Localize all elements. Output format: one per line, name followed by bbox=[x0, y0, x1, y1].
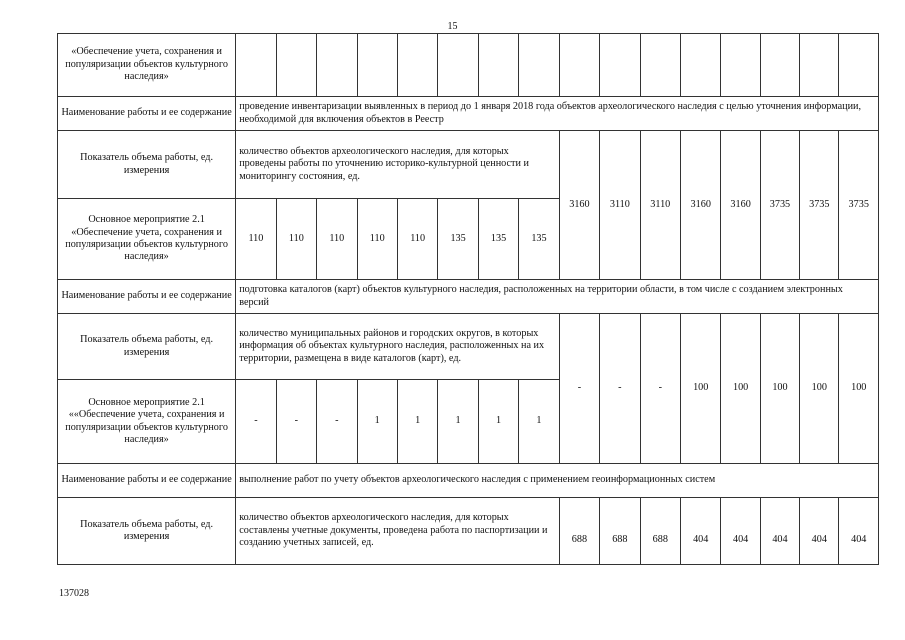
empty-cell bbox=[276, 34, 316, 97]
work-name-text: выполнение работ по учету объектов археологического наследия с применением геоинформационных систем bbox=[236, 464, 879, 498]
value-cell: 100 bbox=[760, 314, 799, 464]
value-cell: 688 bbox=[640, 498, 680, 565]
empty-cell bbox=[760, 34, 799, 97]
value-cell: 3160 bbox=[559, 131, 599, 280]
empty-cell bbox=[397, 34, 437, 97]
work-name-row bbox=[58, 464, 879, 498]
indicator-text: количество муниципальных районов и городских округов, в которых информация об объектах культурного наследия, расположенных на их территории, размещена в виде каталогов (карт), ед. bbox=[236, 314, 560, 380]
indicator-row bbox=[58, 131, 879, 199]
indicator-text: количество объектов археологического наследия, для которых составлены учетные документы, проведена работа по паспортизации и созданию учетных записей, ед. bbox=[236, 498, 560, 565]
measure-value-cell: 110 bbox=[276, 199, 316, 280]
value-cell: 404 bbox=[839, 498, 879, 565]
measure-value-cell: 110 bbox=[236, 199, 276, 280]
measure-value-cell: - bbox=[317, 380, 357, 464]
work-name-label: Наименование работы и ее содержание bbox=[58, 464, 236, 498]
measure-value-cell: - bbox=[236, 380, 276, 464]
value-cell: - bbox=[600, 314, 640, 464]
measure-name-cell: «Обеспечение учета, сохранения и популяризации объектов культурного наследия» bbox=[58, 34, 236, 97]
measure-value-cell: 110 bbox=[317, 199, 357, 280]
measure-value-cell: 135 bbox=[438, 199, 478, 280]
indicator-text: количество объектов археологического наследия, для которых проведены работы по уточнению историко-культурной ценности и мониторингу состояния, ед. bbox=[236, 131, 560, 199]
empty-cell bbox=[519, 34, 559, 97]
value-cell: 100 bbox=[681, 314, 721, 464]
empty-cell bbox=[800, 34, 839, 97]
indicator-label: Показатель объема работы, ед. измерения bbox=[58, 131, 236, 199]
measure-name-cell: Основное мероприятие 2.1 ««Обеспечение учета, сохранения и популяризации объектов культурного наследия» bbox=[58, 380, 236, 464]
empty-cell bbox=[559, 34, 599, 97]
measure-value-cell: - bbox=[276, 380, 316, 464]
measure-value-cell: 110 bbox=[357, 199, 397, 280]
measure-value-cell: 135 bbox=[478, 199, 518, 280]
work-name-label: Наименование работы и ее содержание bbox=[58, 280, 236, 314]
measure-value-cell: 135 bbox=[519, 199, 559, 280]
indicator-row bbox=[58, 498, 879, 565]
empty-cell bbox=[721, 34, 760, 97]
document-id: 137028 bbox=[59, 588, 89, 599]
measure-value-cell: 110 bbox=[397, 199, 437, 280]
value-cell: 3160 bbox=[721, 131, 760, 280]
empty-cell bbox=[357, 34, 397, 97]
value-cell: 404 bbox=[800, 498, 839, 565]
indicator-row bbox=[58, 314, 879, 380]
measure-name-cell: Основное мероприятие 2.1 «Обеспечение учета, сохранения и популяризации объектов культурного наследия» bbox=[58, 199, 236, 280]
measure-value-cell: 1 bbox=[397, 380, 437, 464]
value-cell: 3735 bbox=[760, 131, 799, 280]
work-name-label: Наименование работы и ее содержание bbox=[58, 97, 236, 131]
value-cell: 3735 bbox=[800, 131, 839, 280]
value-cell: 688 bbox=[559, 498, 599, 565]
empty-cell bbox=[681, 34, 721, 97]
value-cell: - bbox=[640, 314, 680, 464]
work-volume-table bbox=[57, 33, 879, 565]
empty-cell bbox=[600, 34, 640, 97]
empty-cell bbox=[640, 34, 680, 97]
measure-value-cell: 1 bbox=[519, 380, 559, 464]
value-cell: 100 bbox=[721, 314, 760, 464]
value-cell: 3110 bbox=[600, 131, 640, 280]
value-cell: 404 bbox=[681, 498, 721, 565]
value-cell: 100 bbox=[839, 314, 879, 464]
value-cell: 100 bbox=[800, 314, 839, 464]
measure-row-continued bbox=[58, 34, 879, 97]
measure-value-cell: 1 bbox=[438, 380, 478, 464]
indicator-label: Показатель объема работы, ед. измерения bbox=[58, 498, 236, 565]
value-cell: 3160 bbox=[681, 131, 721, 280]
value-cell: - bbox=[559, 314, 599, 464]
value-cell: 404 bbox=[760, 498, 799, 565]
work-name-text: проведение инвентаризации выявленных в период до 1 января 2018 года объектов археологического наследия с целью уточнения информации, необходимой для включения объектов в Реестр bbox=[236, 97, 879, 131]
value-cell: 688 bbox=[600, 498, 640, 565]
value-cell: 404 bbox=[721, 498, 760, 565]
work-name-row bbox=[58, 97, 879, 131]
empty-cell bbox=[478, 34, 518, 97]
value-cell: 3110 bbox=[640, 131, 680, 280]
empty-cell bbox=[839, 34, 879, 97]
measure-value-cell: 1 bbox=[478, 380, 518, 464]
measure-value-cell: 1 bbox=[357, 380, 397, 464]
empty-cell bbox=[438, 34, 478, 97]
page-number: 15 bbox=[447, 21, 458, 32]
value-cell: 3735 bbox=[839, 131, 879, 280]
indicator-label: Показатель объема работы, ед. измерения bbox=[58, 314, 236, 380]
work-name-row bbox=[58, 280, 879, 314]
empty-cell bbox=[317, 34, 357, 97]
empty-cell bbox=[236, 34, 276, 97]
work-name-text: подготовка каталогов (карт) объектов культурного наследия, расположенных на территории области, в том числе с созданием электронных версий bbox=[236, 280, 879, 314]
